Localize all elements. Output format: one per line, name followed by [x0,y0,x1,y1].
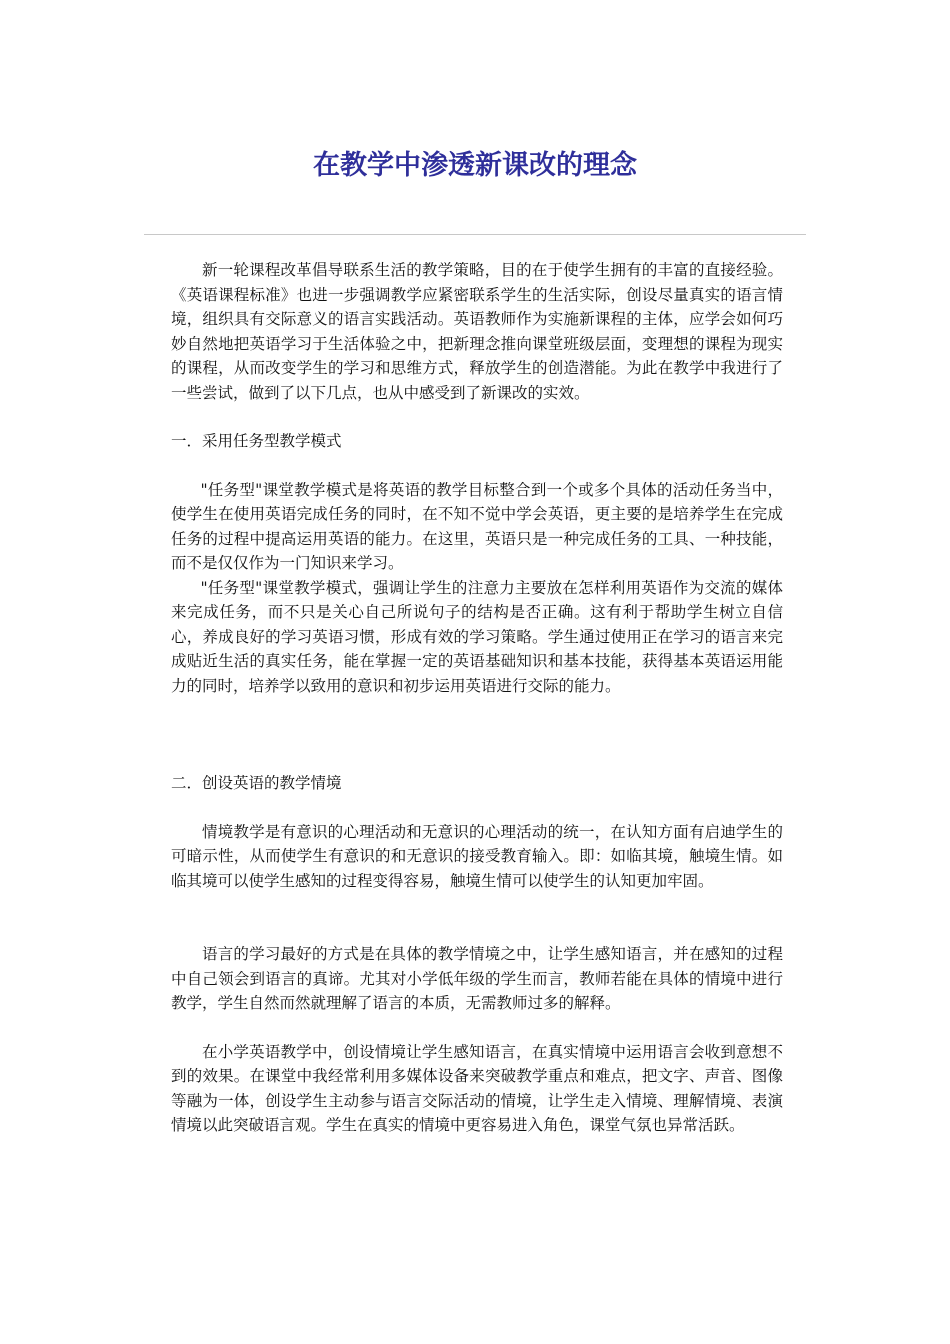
spacer [171,796,783,820]
intro-paragraph: 新一轮课程改革倡导联系生活的教学策略，目的在于使学生拥有的丰富的直接经验。《英语课程标准》也进一步强调教学应紧密联系学生的生活实际，创设尽量真实的语言情境，组织具有交际意义的语言实践活动。英语教师作为实施新课程的主体，应学会如何巧妙自然地把英语学习于生活体验之中，把新理念推向课堂班级层面，变理想的课程为现实的课程，从而改变学生的学习和思维方式，释放学生的创造潜能。为此在教学中我进行了一些尝试，做到了以下几点，也从中感受到了新课改的实效。 [171,261,783,402]
section2-paragraph-3: 在小学英语教学中，创设情境让学生感知语言，在真实情境中运用语言会收到意想不到的效果。在课堂中我经常利用多媒体设备来突破教学重点和难点，把文字、声音、图像等融为一体，创设学生主动参与语言交际活动的情境，让学生走入情境、理解情境、表演情境以此突破语言观。学生在真实的情境中更容易进入角色，课堂气氛也异常活跃。 [171,1042,783,1134]
spacer [171,405,783,429]
section-heading-2: 二．创设英语的教学情境 [171,774,342,792]
spacer [171,454,783,478]
spacer [171,1016,783,1040]
section1-paragraph-2: "任务型"课堂教学模式，强调让学生的注意力主要放在怎样利用英语作为交流的媒体来完成任务，而不只是关心自己所说句子的结构是否正确。这有利于帮助学生树立自信心，养成良好的学习英语习惯，形成有效的学习策略。学生通过使用正在学习的语言来完成贴近生活的真实任务，能在掌握一定的英语基础知识和基本技能，获得基本英语运用能力的同时，培养学以致用的意识和初步运用英语进行交际的能力。 [171,578,783,695]
spacer [171,698,783,771]
section1-paragraph-1: "任务型"课堂教学模式是将英语的教学目标整合到一个或多个具体的活动任务当中，使学生在使用英语完成任务的同时，在不知不觉中学会英语，更主要的是培养学生在完成任务的过程中提高运用英语的能力。在这里，英语只是一种完成任务的工具、一种技能，而不是仅仅作为一门知识来学习。 [171,480,783,572]
section-heading-1: 一．采用任务型教学模式 [171,432,342,450]
document-title: 在教学中渗透新课改的理念 [313,150,637,181]
section2-paragraph-2: 语言的学习最好的方式是在具体的教学情境之中，让学生感知语言，并在感知的过程中自己领会到语言的真谛。尤其对小学低年级的学生而言，教师若能在具体的情境中进行教学，学生自然而然就理解了语言的本质，无需教师过多的解释。 [171,945,783,1012]
document-body [171,258,783,1138]
title-divider [144,234,806,235]
section2-paragraph-1: 情境教学是有意识的心理活动和无意识的心理活动的统一，在认知方面有启迪学生的可暗示性，从而使学生有意识的和无意识的接受教育输入。即：如临其境，触境生情。如临其境可以使学生感知的过程变得容易，触境生情可以使学生的认知更加牢固。 [171,822,783,890]
spacer [171,893,783,942]
